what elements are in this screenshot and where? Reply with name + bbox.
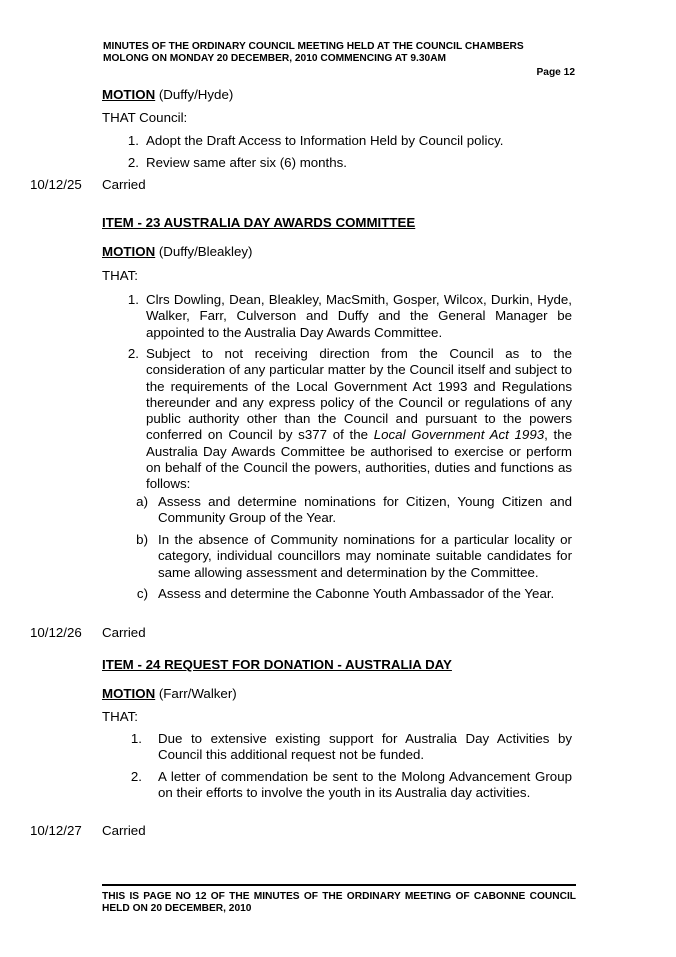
page-header — [103, 41, 578, 65]
list-number: 2. — [127, 346, 139, 361]
outcome-text: Carried — [102, 177, 146, 192]
outcome-text: Carried — [102, 625, 146, 640]
motion-line — [102, 686, 237, 702]
motion-intro: THAT: — [102, 709, 138, 724]
list-text — [146, 346, 572, 493]
list-number: 2. — [130, 769, 142, 784]
item-heading: ITEM - 23 AUSTRALIA DAY AWARDS COMMITTEE — [102, 215, 416, 230]
motion-movers: (Farr/Walker) — [155, 686, 237, 701]
list-text-part: , the Australia Day Awards Committee be authorised to exercise or perform on behalf of the Council the powers, authorities, duties and functions as follows: — [146, 427, 573, 492]
motion-movers: (Duffy/Hyde) — [155, 87, 234, 102]
outcome-text: Carried — [102, 823, 146, 838]
motion-line — [102, 244, 253, 260]
sub-list-letter: c) — [136, 586, 148, 601]
motion-label: MOTION — [102, 244, 156, 259]
footer-rule — [102, 884, 576, 886]
resolution-number: 10/12/27 — [30, 823, 82, 838]
sub-list-text: Assess and determine the Cabonne Youth Ambassador of the Year. — [158, 586, 555, 601]
list-text: A letter of commendation be sent to the Molong Advancement Group on their efforts to involve the youth in its Australia day activities. — [158, 769, 572, 801]
header-line-2: MOLONG ON MONDAY 20 DECEMBER, 2010 COMMENCING AT 9.30AM — [103, 53, 447, 64]
act-name: Local Government Act 1993 — [373, 427, 545, 443]
resolution-number: 10/12/25 — [30, 177, 82, 192]
list-text: Clrs Dowling, Dean, Bleakley, MacSmith, Gosper, Wilcox, Durkin, Hyde, Walker, Farr, Culverson and Duffy and the General Manager be appointed to the Australia Day Awards Committee. — [146, 292, 572, 340]
list-text: Due to extensive existing support for Australia Day Activities by Council this additional request not be funded. — [158, 731, 572, 763]
page-number: Page 12 — [536, 67, 575, 78]
motion-intro: THAT Council: — [102, 110, 188, 125]
motion-movers: (Duffy/Bleakley) — [155, 244, 253, 259]
list-number: 2. — [127, 155, 139, 170]
list-number: 1. — [130, 731, 142, 746]
list-text: Review same after six (6) months. — [146, 155, 347, 170]
motion-label: MOTION — [102, 686, 156, 701]
list-number: 1. — [127, 133, 139, 148]
sub-list-text: Assess and determine nominations for Citizen, Young Citizen and Community Group of the Year. — [158, 494, 572, 526]
resolution-number: 10/12/26 — [30, 625, 82, 640]
page-footer: THIS IS PAGE NO 12 OF THE MINUTES OF THE ORDINARY MEETING OF CABONNE COUNCIL HELD ON 20 DECEMBER, 2010 — [102, 891, 576, 914]
sub-list-text: In the absence of Community nominations for a particular locality or category, individual councillors may nominate suitable candidates for same allowing assessment and determination by the Committee. — [158, 532, 572, 580]
motion-line — [102, 87, 233, 103]
list-number: 1. — [127, 292, 139, 307]
header-line-1: MINUTES OF THE ORDINARY COUNCIL MEETING HELD AT THE COUNCIL CHAMBERS — [103, 41, 524, 52]
sub-list-letter: a) — [136, 494, 148, 509]
motion-label: MOTION — [102, 87, 156, 102]
list-text-part: Subject to not receiving direction from the Council as to the consideration of any particular matter by the Council itself and subject to the requirements of the Local Government Act 1993 and Regulations thereunder and any express policy of the Council or regulations of any public authority other than the Council and pursuant to the powers conferred on Council by s377 of the — [146, 346, 572, 443]
list-text: Adopt the Draft Access to Information Held by Council policy. — [146, 133, 504, 148]
sub-list-letter: b) — [136, 532, 148, 547]
item-heading: ITEM - 24 REQUEST FOR DONATION - AUSTRALIA DAY — [102, 657, 452, 672]
motion-intro: THAT: — [102, 268, 138, 283]
